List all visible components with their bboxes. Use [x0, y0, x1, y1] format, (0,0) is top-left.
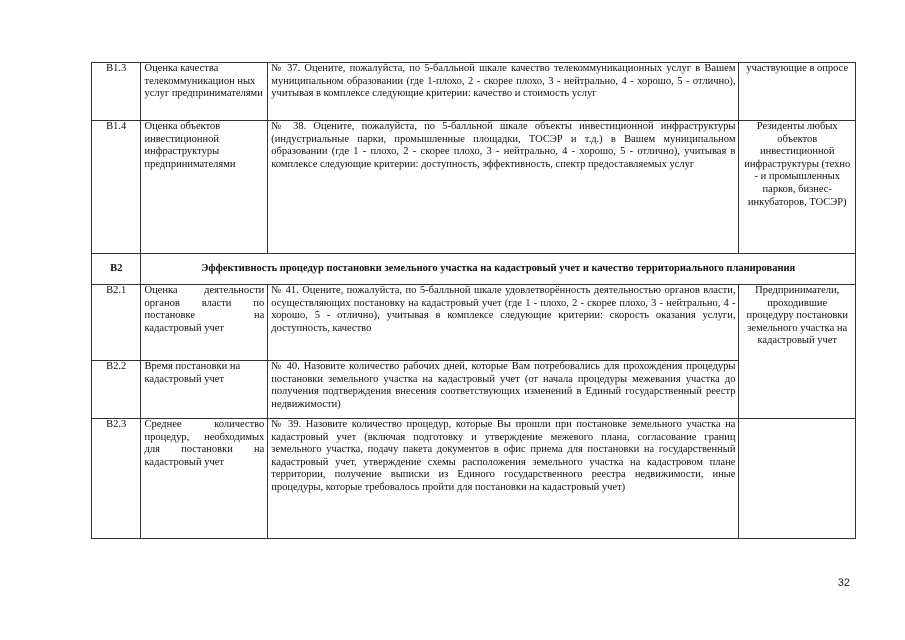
table-row	[92, 419, 856, 539]
survey-question: № 39. Назовите количество процедур, которые Вы прошли при постановке земельного участка на кадастровый учет (включая подготовку и утверждение межевого плана, согласование границ земельного участка, подачу пакета документов в офис приема для постановки на государственный кадастровый учет, утверждение схемы расположения земельного участка на кадастровом плане территории, получение выписки из Единого государственного реестра недвижимости, иные процедуры, которые требовалось пройти для постановки на кадастровый учет)	[268, 419, 739, 539]
indicator-name: Оценка деятельности органов власти по постановке на кадастровый учет	[141, 285, 268, 361]
table-row	[92, 63, 856, 121]
indicator-code: В2.2	[92, 361, 141, 419]
indicators-table	[91, 62, 856, 539]
indicator-name: Оценка объектов инвестиционной инфраструктуры предпринимателями	[141, 121, 268, 254]
indicator-name: Время постановки на кадастровый учет	[141, 361, 268, 419]
survey-question: № 38. Оцените, пожалуйста, по 5-балльной шкале объекты инвестиционной инфраструктуры (индустриальные парки, промышленные площадки, ТОСЭР и т.д.) в Вашем муниципальном образовании (где 1 - плохо, 2 - скорее плохо, 3 - нейтрально, 4 - хорошо, 5 - отлично), учитывая в комплексе следующие критерии: доступность, эффективность, спектр предоставляемых услуг	[268, 121, 739, 254]
respondents: участвующие в опросе	[739, 63, 856, 121]
indicator-code: В2.3	[92, 419, 141, 539]
page-number: 32	[837, 577, 850, 589]
indicator-name: Оценка качества телекоммуникацион ных услуг предпринимателями	[141, 63, 268, 121]
survey-question: № 37. Оцените, пожалуйста, по 5-балльной шкале качество телекоммуникационных услуг в Вашем муниципальном образовании (где 1-плохо, 2 - скорее плохо, 3 - нейтрально, 4 - хорошо, 5 - отлично), учитывая в комплексе следующие критерии: качество и стоимость услуг	[268, 63, 739, 121]
section-code: В2	[92, 254, 141, 285]
survey-question: № 40. Назовите количество рабочих дней, которые Вам потребовались для прохождения процедуры постановки земельного участка на кадастровый учет (от начала процедуры межевания участка до получения подтверждения внесения соответствующих изменений в Единый государственный реестр недвижимости)	[268, 361, 739, 419]
indicator-code: В1.4	[92, 121, 141, 254]
indicator-name: Среднее количество процедур, необходимых для постановки на кадастровый учет	[141, 419, 268, 539]
survey-question: № 41. Оцените, пожалуйста, по 5-балльной шкале удовлетворённость деятельностью органов власти, осуществляющих постановку на кадастровый учет (где 1 - плохо, 2 - скорее плохо, 3 - нейтрально, 4 - хорошо, 5 - отлично), учитывая в комплексе следующие критерии: скорость оказания услуги, доступность, качество	[268, 285, 739, 361]
indicator-code: В1.3	[92, 63, 141, 121]
respondents-empty	[739, 419, 856, 539]
indicator-code: В2.1	[92, 285, 141, 361]
section-header-row	[92, 254, 856, 285]
section-title: Эффективность процедур постановки земельного участка на кадастровый учет и качество территориального планирования	[141, 254, 856, 285]
respondents: Резиденты любых объектов инвестиционной инфраструктуры (техно - и промышленных парков, бизнес-инкубаторов, ТОСЭР)	[739, 121, 856, 254]
table-row	[92, 285, 856, 361]
respondents: Предприниматели, проходившие процедуру постановки земельного участка на кадастровый учет	[739, 285, 856, 419]
table-row	[92, 121, 856, 254]
